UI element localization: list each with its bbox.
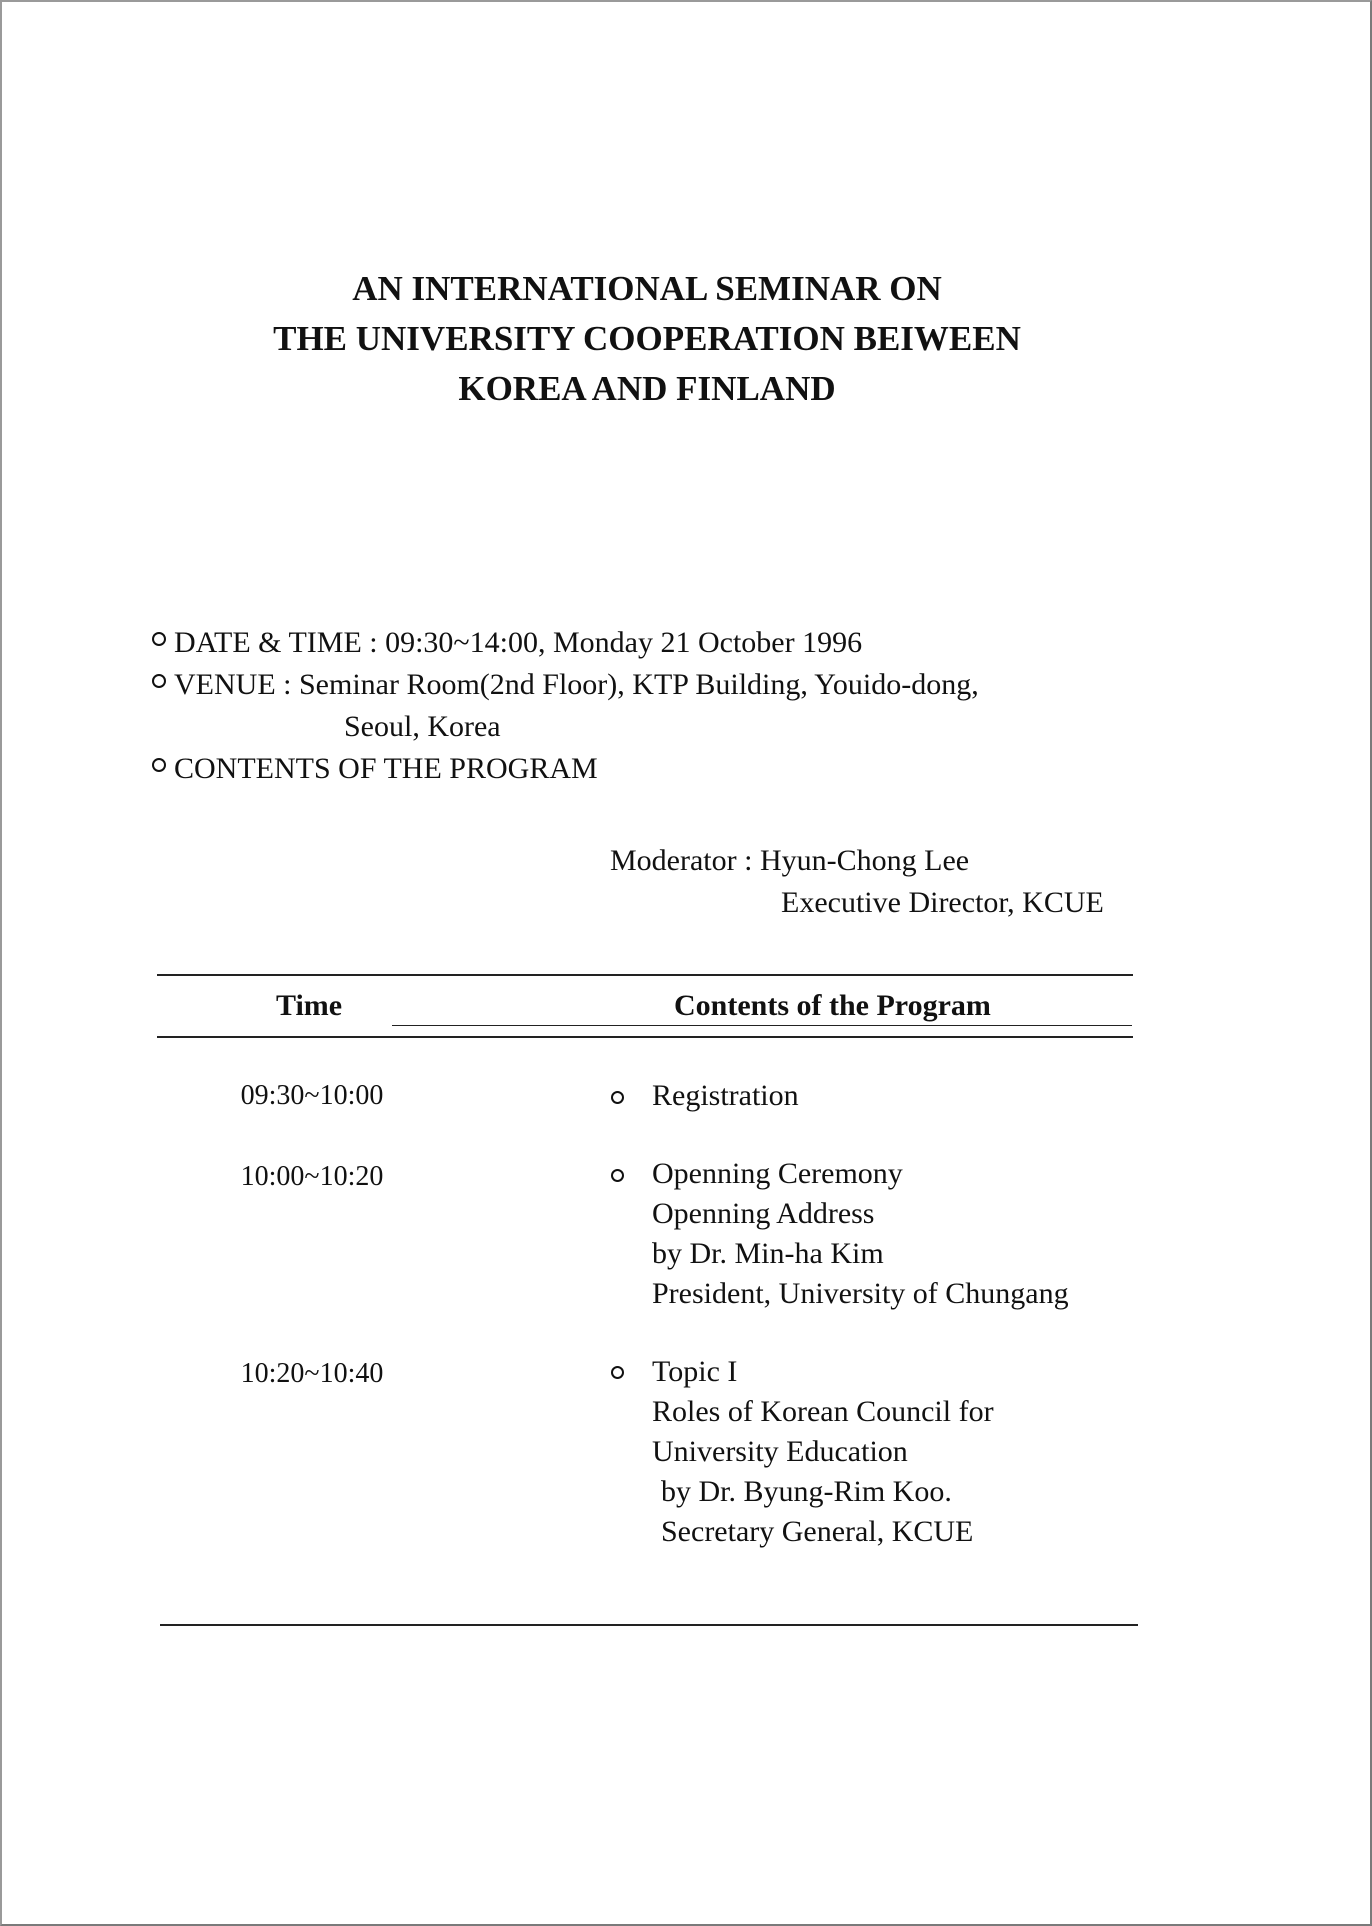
row-3-contents — [652, 1352, 994, 1552]
venue-row — [152, 664, 979, 706]
date-time-row — [152, 622, 979, 664]
title-line-1: AN INTERNATIONAL SEMINAR ON — [352, 269, 942, 308]
row-3-line-1: Topic I — [652, 1355, 738, 1388]
row-2-line-2: Openning Address — [652, 1197, 875, 1230]
row-3-line-5: Secretary General, KCUE — [661, 1515, 974, 1548]
row-3-line-2: Roles of Korean Council for — [652, 1395, 994, 1428]
seminar-title — [2, 264, 1292, 414]
contents-heading: CONTENTS OF THE PROGRAM — [174, 752, 598, 785]
contents-row — [152, 748, 979, 790]
circle-bullet-icon — [611, 1366, 624, 1379]
title-line-2: THE UNIVERSITY COOPERATION BEIWEEN — [273, 319, 1021, 358]
row-2-time: 10:00~10:20 — [240, 1161, 384, 1192]
header-bottom-rule — [157, 1036, 1133, 1038]
row-2-contents — [652, 1154, 1069, 1314]
header-contents: Contents of the Program — [674, 989, 991, 1022]
row-3-time: 10:20~10:40 — [240, 1358, 384, 1389]
header-time: Time — [276, 989, 343, 1022]
circle-bullet-icon — [152, 632, 166, 646]
moderator-name: Moderator : Hyun-Chong Lee — [610, 844, 970, 877]
row-1-time: 09:30~10:00 — [240, 1080, 384, 1111]
row-1-contents — [652, 1076, 799, 1116]
circle-bullet-icon — [152, 758, 166, 772]
venue-text: VENUE : Seminar Room(2nd Floor), KTP Building, Youido-dong, — [174, 668, 979, 701]
row-3-line-3: University Education — [652, 1435, 908, 1468]
row-3-line-4: by Dr. Byung-Rim Koo. — [661, 1475, 952, 1508]
circle-bullet-icon — [611, 1091, 624, 1104]
seminar-info — [152, 622, 979, 790]
row-2-line-4: President, University of Chungang — [652, 1277, 1069, 1310]
circle-bullet-icon — [152, 674, 166, 688]
title-line-3: KOREA AND FINLAND — [458, 369, 836, 408]
row-2-line-1: Openning Ceremony — [652, 1157, 903, 1190]
row-1-line-1: Registration — [652, 1079, 799, 1112]
table-bottom-rule — [160, 1624, 1138, 1626]
venue-continuation: Seoul, Korea — [344, 710, 501, 743]
moderator-block — [610, 840, 1104, 924]
circle-bullet-icon — [611, 1169, 624, 1182]
date-time-text: DATE & TIME : 09:30~14:00, Monday 21 October 1996 — [174, 626, 863, 659]
table-top-rule — [157, 974, 1133, 976]
row-2-line-3: by Dr. Min-ha Kim — [652, 1237, 884, 1270]
moderator-title: Executive Director, KCUE — [781, 886, 1104, 919]
header-underline — [392, 1025, 1132, 1026]
